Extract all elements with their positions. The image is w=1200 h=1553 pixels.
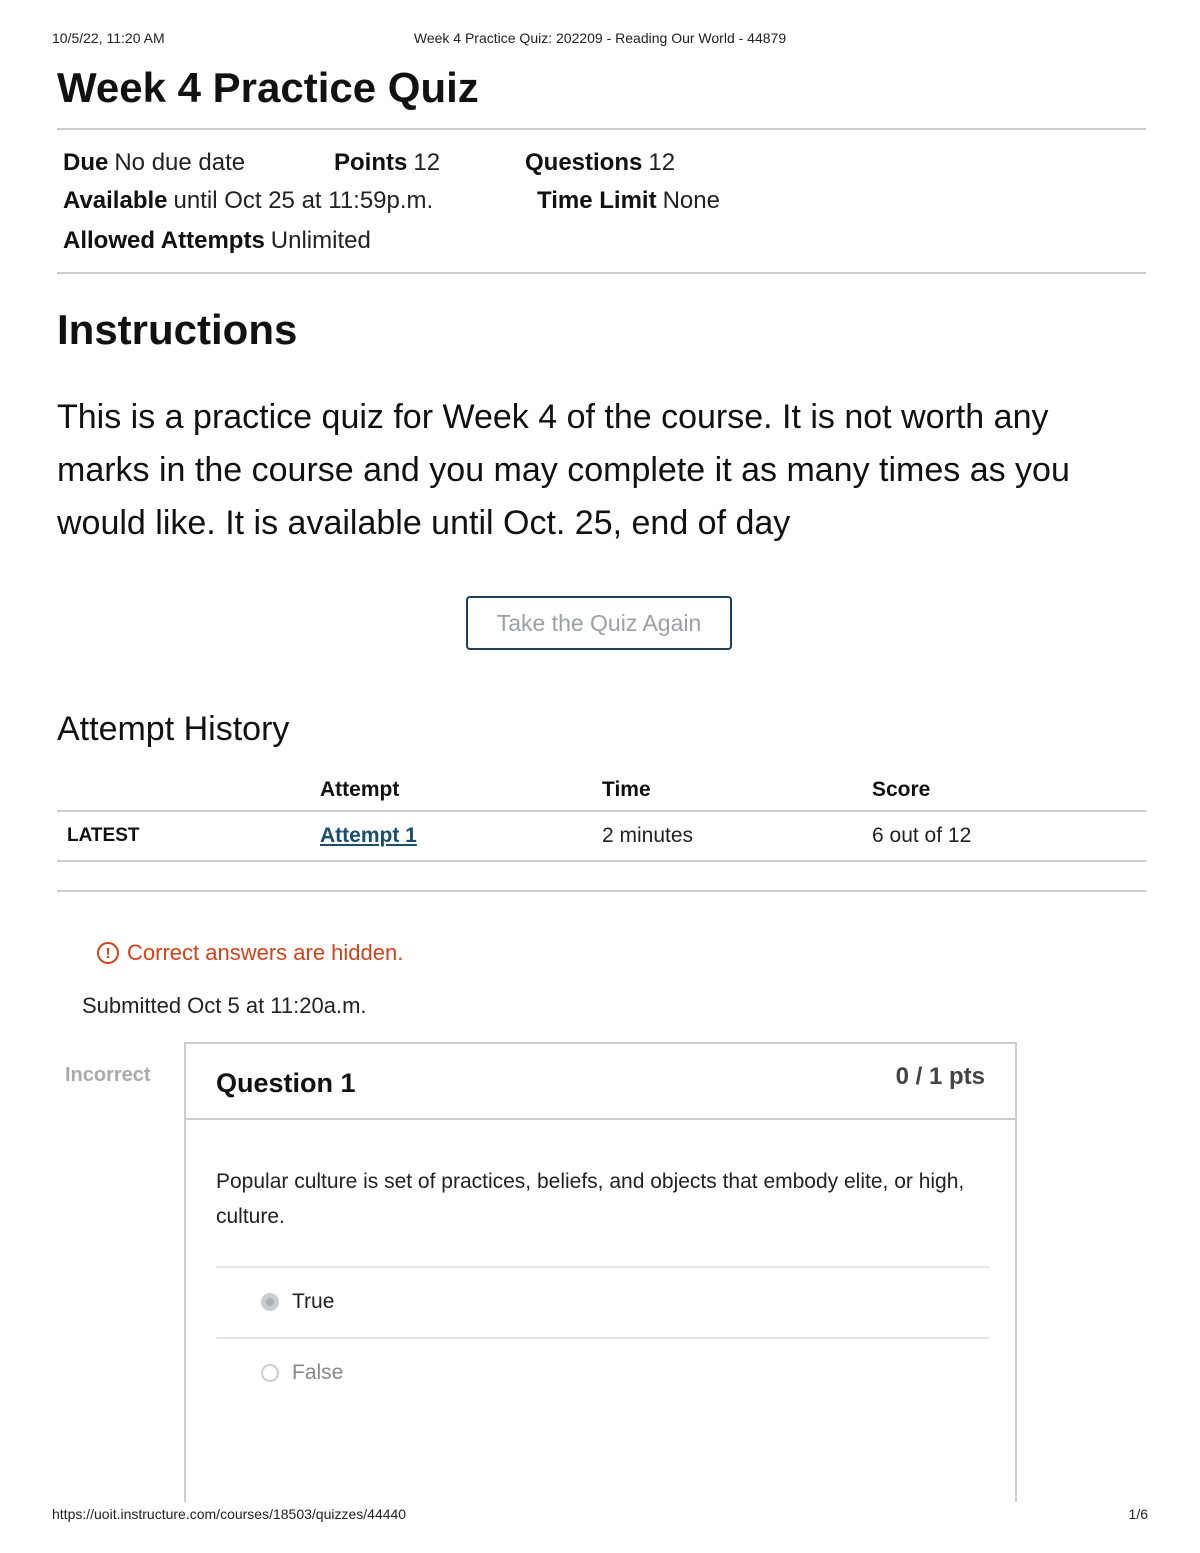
points-label: Points xyxy=(334,149,408,176)
due-label: Due xyxy=(63,149,109,176)
answer-label: False xyxy=(292,1361,344,1384)
print-header xyxy=(52,30,1148,50)
page-number: 1/6 xyxy=(1128,1506,1148,1522)
question-card xyxy=(184,1042,1017,1502)
print-document-title: Week 4 Practice Quiz: 202209 - Reading Our World - 44879 xyxy=(413,30,787,46)
attempt-link[interactable]: Attempt 1 xyxy=(320,824,417,847)
warning-icon: ! xyxy=(97,942,119,964)
time-limit-field xyxy=(537,187,720,215)
table-row xyxy=(57,811,1146,861)
divider xyxy=(57,272,1146,274)
answers-hidden-text: Correct answers are hidden. xyxy=(127,940,404,965)
available-field xyxy=(63,187,433,215)
column-header-time: Time xyxy=(602,772,872,811)
time-limit-value: None xyxy=(662,187,720,214)
question-result-label: Incorrect xyxy=(65,1064,151,1086)
instructions-heading: Instructions xyxy=(57,306,298,353)
question-text: Popular culture is set of practices, beliefs, and objects that embody elite, or high, culture. xyxy=(216,1170,965,1228)
points-field xyxy=(334,149,440,177)
latest-tag: LATEST xyxy=(57,811,320,861)
divider xyxy=(57,128,1146,130)
table-header-row xyxy=(57,772,1146,811)
radio-selected-icon[interactable] xyxy=(261,1293,279,1311)
answer-option-false[interactable] xyxy=(216,1337,989,1408)
question-header xyxy=(186,1044,1015,1120)
questions-label: Questions xyxy=(525,149,643,176)
allowed-attempts-field xyxy=(63,227,371,255)
page-title: Week 4 Practice Quiz xyxy=(57,64,479,111)
attempt-history-table xyxy=(57,772,1146,862)
print-url: https://uoit.instructure.com/courses/18503/quizzes/44440 xyxy=(52,1506,407,1522)
allowed-attempts-label: Allowed Attempts xyxy=(63,227,265,254)
column-header-score: Score xyxy=(872,772,1146,811)
available-label: Available xyxy=(63,187,168,214)
radio-unselected-icon[interactable] xyxy=(261,1364,279,1382)
points-value: 12 xyxy=(413,149,441,176)
questions-field xyxy=(525,149,675,177)
column-header-attempt: Attempt xyxy=(320,772,602,811)
due-field xyxy=(63,149,245,177)
attempt-time: 2 minutes xyxy=(602,811,872,861)
print-date: 10/5/22, 11:20 AM xyxy=(52,30,165,46)
answers-hidden-notice xyxy=(97,940,403,966)
submitted-timestamp: Submitted Oct 5 at 11:20a.m. xyxy=(82,993,367,1018)
answer-option-true[interactable] xyxy=(216,1266,989,1337)
print-footer xyxy=(52,1506,1148,1526)
allowed-attempts-value: Unlimited xyxy=(270,227,371,254)
answer-list xyxy=(216,1266,989,1408)
take-quiz-again-button[interactable]: Take the Quiz Again xyxy=(466,596,732,650)
answer-label: True xyxy=(292,1290,335,1313)
questions-value: 12 xyxy=(648,149,676,176)
attempt-score: 6 out of 12 xyxy=(872,811,1146,861)
time-limit-label: Time Limit xyxy=(537,187,657,214)
attempt-history-heading: Attempt History xyxy=(57,710,290,748)
available-value: until Oct 25 at 11:59p.m. xyxy=(173,187,434,214)
due-value: No due date xyxy=(114,149,246,176)
divider xyxy=(57,890,1146,892)
instructions-text: This is a practice quiz for Week 4 of the course. It is not worth any marks in the course and you may complete it as many times as you would like. It is available until Oct. 25, end of day xyxy=(57,398,1070,542)
question-title: Question 1 xyxy=(216,1068,356,1098)
column-header-tag xyxy=(57,772,320,811)
question-points: 0 / 1 pts xyxy=(895,1063,985,1090)
